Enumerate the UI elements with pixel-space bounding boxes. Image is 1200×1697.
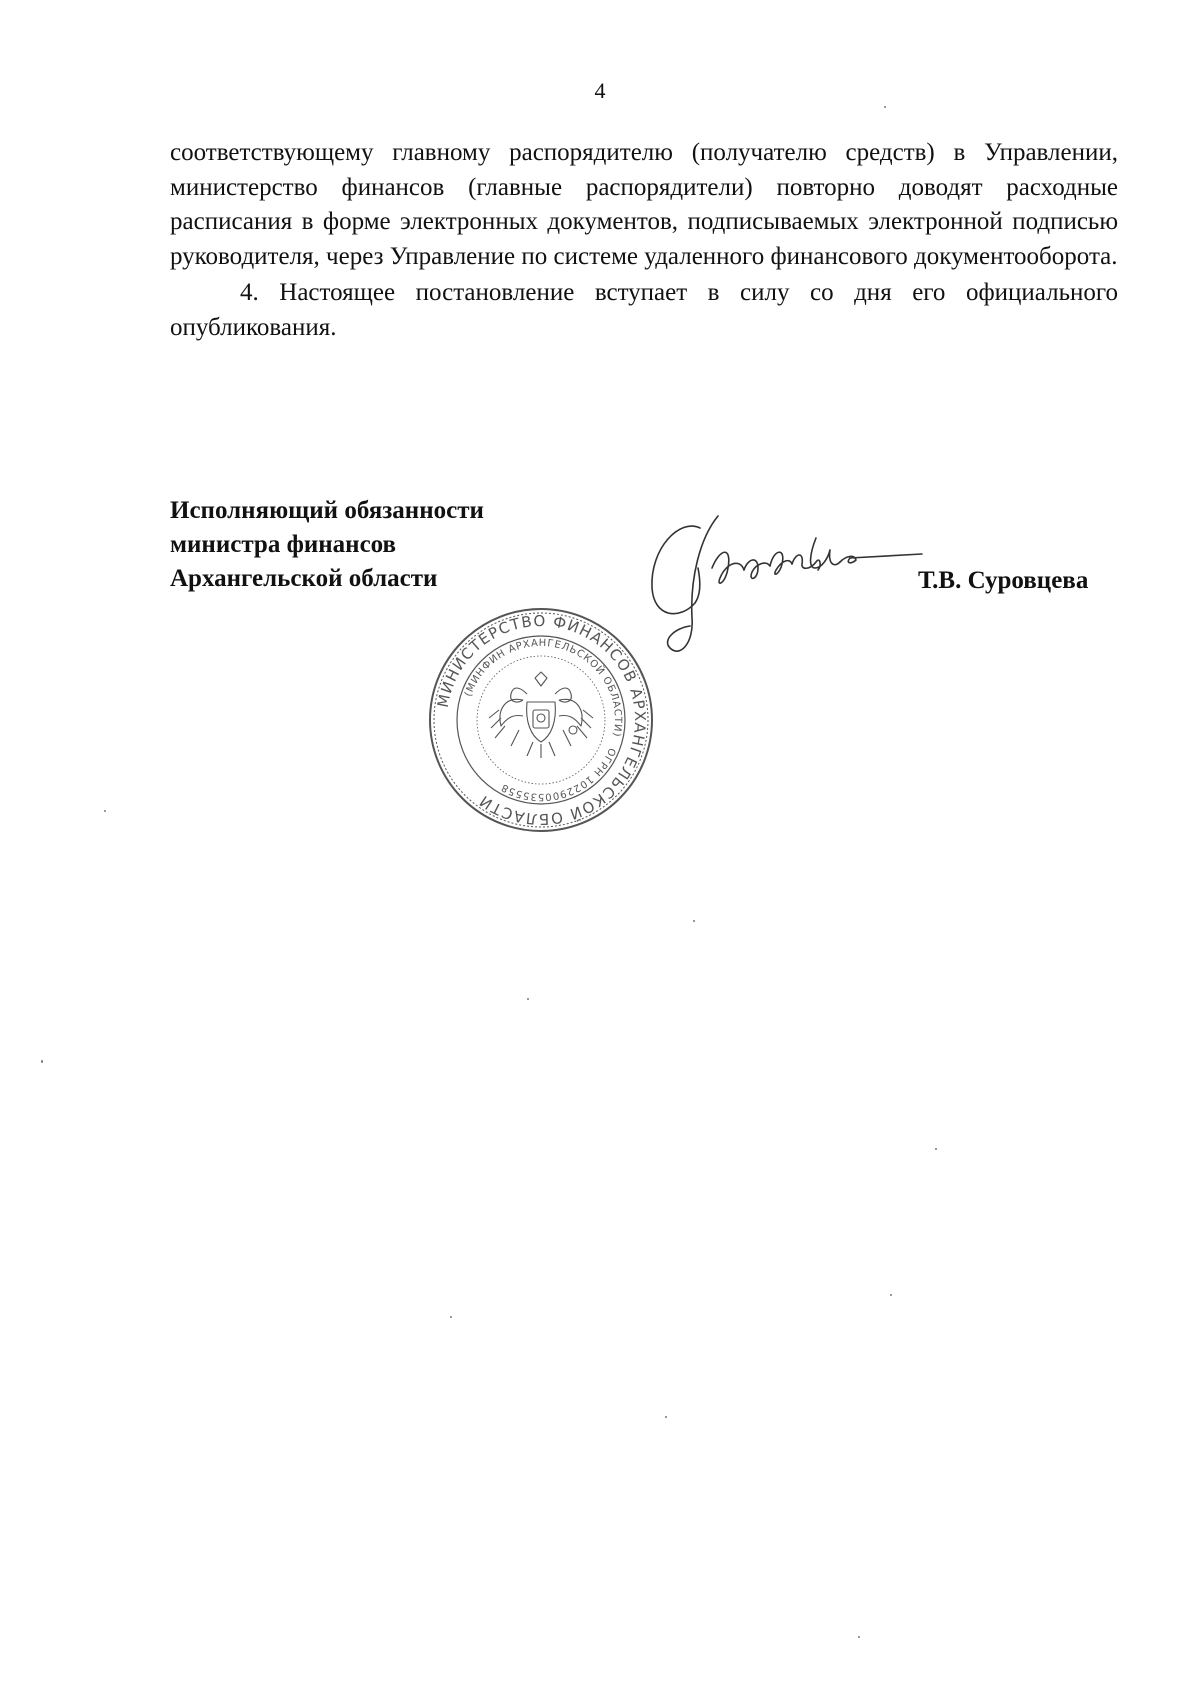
signatory-position xyxy=(170,494,484,596)
scan-speck xyxy=(527,998,529,1000)
signatory-name: Т.В. Суровцева xyxy=(918,567,1089,594)
signatory-position-line-1: Исполняющий обязанности xyxy=(170,497,484,524)
scan-speck xyxy=(665,1416,667,1418)
svg-text:(МИНФИН АРХАНГЕЛЬСКОЙ ОБЛАСТИ) xyxy=(463,638,623,738)
body-paragraph-continued: соответствующему главному распорядителю (получателю средств) в Управлении, министерство финансов (главные распорядители) повторно доводят расходные расписания в форме электронных документов, подписываемых электронной подписью руководителя, через Управление по системе удаленного финансового документооборота. xyxy=(170,139,1118,270)
seal-ogrn: ОГРН 1022900535558 xyxy=(499,745,618,803)
scan-speck xyxy=(41,1060,43,1063)
handwritten-signature xyxy=(640,508,940,668)
scan-speck xyxy=(693,920,695,922)
scan-speck xyxy=(450,1316,452,1318)
scan-speck xyxy=(104,810,106,812)
coat-of-arms-icon xyxy=(489,672,593,758)
seal-outer-text: МИНИСТЕРСТВО ФИНАНСОВ АРХАНГЕЛЬСКОЙ ОБЛАСТИ xyxy=(433,611,650,829)
seal-inner-text: (МИНФИН АРХАНГЕЛЬСКОЙ ОБЛАСТИ) xyxy=(463,637,624,739)
document-body xyxy=(170,136,1118,345)
page-number: 4 xyxy=(594,78,606,103)
signatory-position-line-3: Архангельской области xyxy=(170,565,438,592)
scan-speck xyxy=(935,1148,937,1150)
scan-speck xyxy=(884,106,886,108)
scan-speck xyxy=(858,1636,860,1638)
scan-speck xyxy=(890,1294,892,1296)
body-paragraph-item-4: 4. Настоящее постановление вступает в силу со дня его официального опубликования. xyxy=(170,279,1118,341)
signatory-position-line-2: министра финансов xyxy=(170,531,397,558)
official-seal xyxy=(427,606,655,834)
